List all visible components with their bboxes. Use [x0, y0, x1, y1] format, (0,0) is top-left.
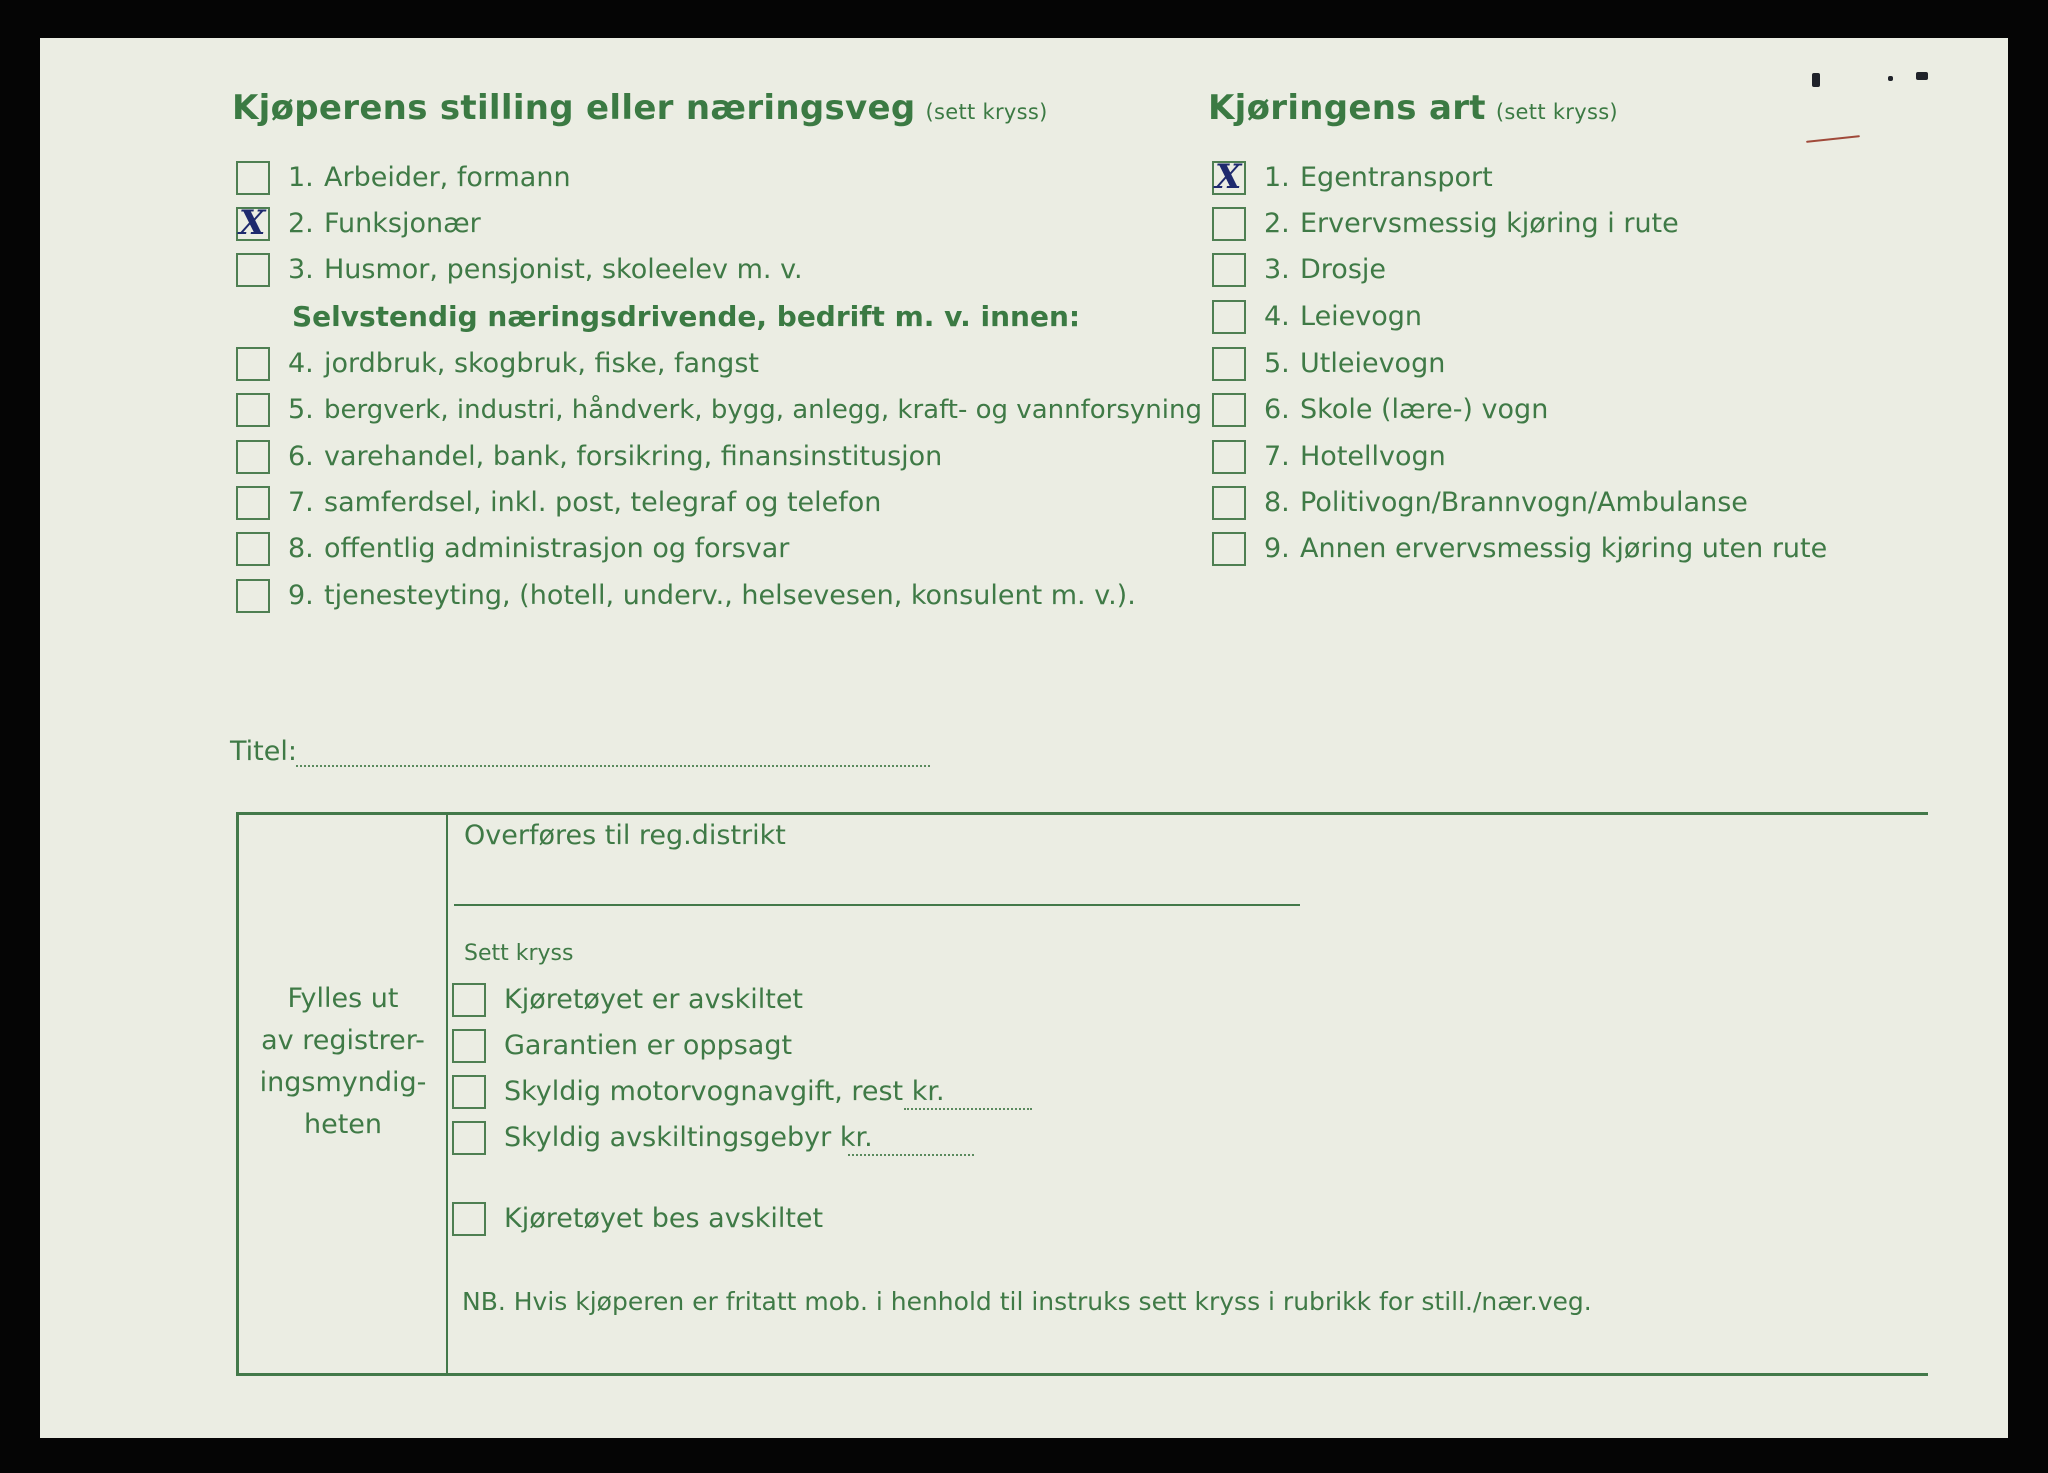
item-number: 3. — [1264, 254, 1290, 285]
check-label: Garantien er oppsagt — [504, 1030, 793, 1061]
item-label: varehandel, bank, forsikring, finansinstitusjon — [324, 441, 943, 472]
item-number: 2. — [1264, 208, 1290, 239]
form-sheet — [40, 38, 2008, 1438]
item-label: Husmor, pensjonist, skoleelev m. v. — [324, 254, 803, 285]
checkbox-right-3[interactable] — [1212, 253, 1246, 287]
ink-speck — [1916, 72, 1928, 80]
checkbox-left-5[interactable] — [236, 393, 270, 427]
checkbox-left-6[interactable] — [236, 440, 270, 474]
side-label-line: av registrer- — [261, 1025, 425, 1056]
item-number: 6. — [1264, 394, 1290, 425]
pencil-stroke — [1806, 135, 1860, 143]
titel-row — [230, 732, 297, 772]
item-number: 9. — [1264, 533, 1290, 564]
ink-speck — [1888, 76, 1893, 81]
item-number: 5. — [1264, 348, 1290, 379]
check-label: Kjøretøyet er avskiltet — [504, 984, 804, 1015]
item-number: 4. — [288, 348, 314, 379]
side-label-line: Fylles ut — [287, 983, 399, 1014]
item-label: bergverk, industri, håndverk, bygg, anlegg, kraft- og vannforsyning — [324, 395, 1202, 425]
item-label: Drosje — [1300, 254, 1386, 285]
item-label: Egentransport — [1300, 162, 1493, 193]
item-label: jordbruk, skogbruk, fiske, fangst — [324, 348, 759, 379]
item-number: 3. — [288, 254, 314, 285]
ink-speck — [1812, 73, 1820, 87]
item-number: 2. — [288, 208, 314, 239]
checkbox-right-4[interactable] — [1212, 300, 1246, 334]
checkbox-right-5[interactable] — [1212, 347, 1246, 381]
checkbox-left-8[interactable] — [236, 532, 270, 566]
checkbox-left-9[interactable] — [236, 579, 270, 613]
checkbox-right-7[interactable] — [1212, 440, 1246, 474]
item-label: Funksjonær — [324, 208, 481, 239]
item-number: 7. — [1264, 441, 1290, 472]
checkbox-avskiltingsgebyr[interactable] — [452, 1121, 486, 1155]
sett-kryss-label: Sett kryss — [464, 941, 574, 966]
transfer-label: Overføres til reg.distrikt — [464, 820, 786, 851]
titel-field[interactable] — [296, 743, 930, 767]
checkbox-avskiltet[interactable] — [452, 983, 486, 1017]
item-number: 1. — [288, 162, 314, 193]
checkbox-right-8[interactable] — [1212, 486, 1246, 520]
item-label: Annen ervervsmessig kjøring uten rute — [1300, 533, 1828, 564]
transfer-row — [464, 816, 786, 856]
left-heading-title: Kjøperens stilling eller næringsveg — [232, 88, 916, 128]
item-number: 9. — [288, 580, 314, 611]
item-number: 1. — [1264, 162, 1290, 193]
side-label-line: ingsmyndig- — [259, 1067, 427, 1098]
item-number: 8. — [1264, 487, 1290, 518]
item-number: 4. — [1264, 301, 1290, 332]
checkbox-right-1[interactable] — [1212, 157, 1246, 197]
checkbox-right-2[interactable] — [1212, 207, 1246, 241]
motorvognavgift-amount-field[interactable] — [904, 1092, 1032, 1110]
item-label: Skole (lære-) vogn — [1300, 394, 1549, 425]
check-label: Kjøretøyet bes avskiltet — [504, 1203, 824, 1234]
item-label: offentlig administrasjon og forsvar — [324, 533, 790, 564]
item-number: 8. — [288, 533, 314, 564]
item-label: Ervervsmessig kjøring i rute — [1300, 208, 1679, 239]
transfer-field-line[interactable] — [454, 904, 1300, 906]
pen-cross-mark: X — [239, 203, 266, 243]
item-label: Politivogn/Brannvogn/Ambulanse — [1300, 487, 1748, 518]
titel-label: Titel: — [230, 736, 297, 767]
item-label: Utleievogn — [1300, 348, 1446, 379]
item-label: Leievogn — [1300, 301, 1423, 332]
panel-bottom-line — [236, 1373, 1928, 1376]
checkbox-garanti[interactable] — [452, 1029, 486, 1063]
self-employed-subheading: Selvstendig næringsdrivende, bedrift m. v. innen: — [292, 300, 1081, 333]
checkbox-right-9[interactable] — [1212, 532, 1246, 566]
checkbox-left-4[interactable] — [236, 347, 270, 381]
avskiltingsgebyr-amount-field[interactable] — [848, 1138, 974, 1156]
item-number: 7. — [288, 487, 314, 518]
checkbox-motorvognavgift[interactable] — [452, 1075, 486, 1109]
item-number: 5. — [288, 394, 314, 425]
left-heading — [232, 88, 1048, 128]
left-heading-hint: (sett kryss) — [925, 100, 1048, 124]
side-label — [243, 978, 443, 1146]
checkbox-left-7[interactable] — [236, 486, 270, 520]
side-label-line: heten — [303, 1109, 383, 1140]
item-number: 6. — [288, 441, 314, 472]
panel-left-line — [236, 812, 239, 1376]
checkbox-left-1[interactable] — [236, 161, 270, 195]
panel-top-line — [236, 812, 1928, 815]
right-heading-hint: (sett kryss) — [1495, 100, 1618, 124]
item-label: Hotellvogn — [1300, 441, 1446, 472]
right-heading — [1208, 88, 1618, 128]
checkbox-bes-avskiltet[interactable] — [452, 1202, 486, 1236]
item-label: samferdsel, inkl. post, telegraf og telefon — [324, 487, 882, 518]
panel-divider — [446, 812, 448, 1376]
checkbox-left-3[interactable] — [236, 253, 270, 287]
pen-cross-mark: X — [1215, 157, 1242, 197]
nb-note: NB. Hvis kjøperen er fritatt mob. i henhold til instruks sett kryss i rubrikk for still./nær.veg. — [462, 1287, 1592, 1316]
checkbox-left-2[interactable] — [236, 203, 270, 243]
check-label: Skyldig avskiltingsgebyr kr. — [504, 1122, 873, 1153]
item-label: Arbeider, formann — [324, 162, 571, 193]
check-label: Skyldig motorvognavgift, rest kr. — [504, 1076, 945, 1107]
item-label: tjenesteyting, (hotell, underv., helsevesen, konsulent m. v.). — [324, 580, 1136, 611]
checkbox-right-6[interactable] — [1212, 393, 1246, 427]
right-heading-title: Kjøringens art — [1208, 88, 1486, 128]
